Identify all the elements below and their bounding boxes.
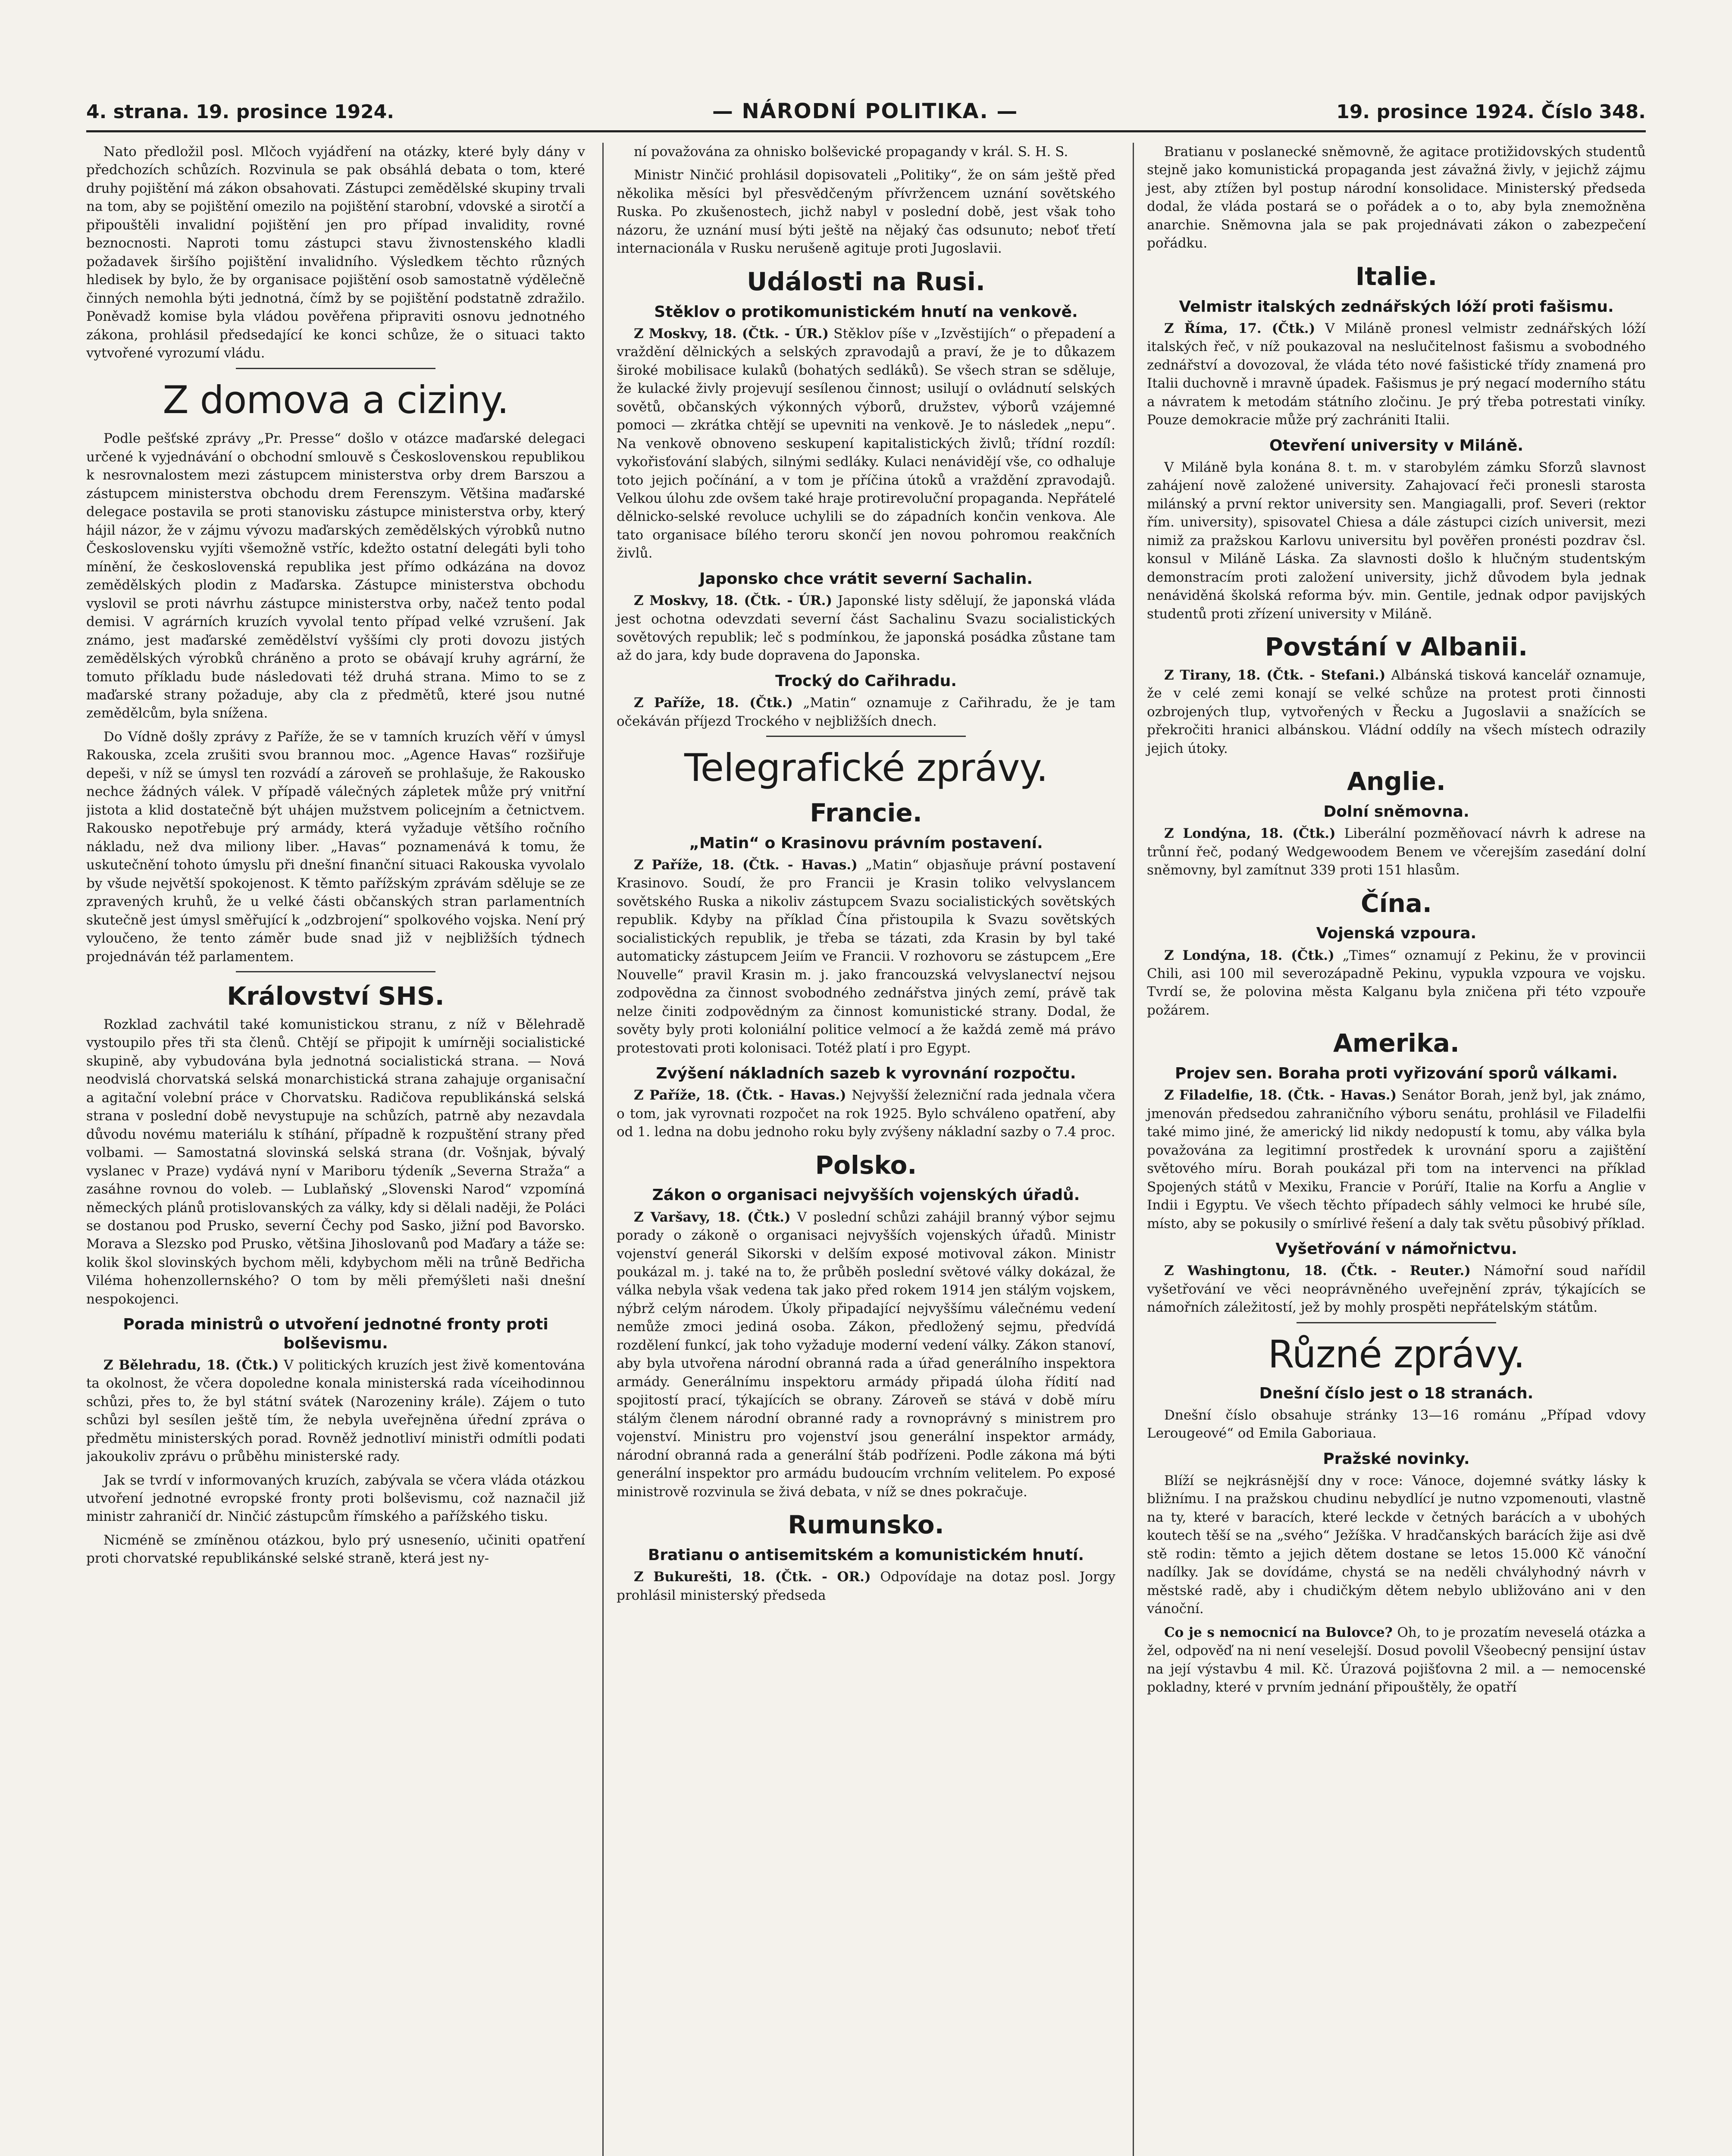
paragraph: Podle pešťské zprávy „Pr. Presse“ došlo v otázce maďarské delegaci určené k vyjednávání o obchodní smlouvě s Československou republikou k nesrovnalostem mezi zástupcem ministerstva orby drem Barszou a zástupcem ministerstva obchodu drem Ferenszym. Většina maďarské delegace postavila se proti stanovisku zástupce ministerstva orby, který hájil názor, že v zájmu vývozu maďarských zemědělských výrobků nutno Československu vyjíti všemožně vstříc, kdežto ostatní delegáti byli toho mínění, že československá republika jest přímo odkázána na dovoz zemědělských plodin z Maďarska. Zástupce ministerstva obchodu vyslovil se proti návrhu zástupce ministerstva orby, načež tento podal demisi. V agrárních kruzích vyvolal tento případ velké vzrušení. Jak známo, jest maďarské zemědělství vyššími cly proti dovozu jistých zemědělských výrobků chráněno a proto se obávají kruhy agrární, že tomuto příkladu bude následovati též druhá strana. Mimo to se z maďarské strany požaduje, aby cla z předmětů, které jsou nutné zemědělcům, byla snížena. xyxy=(86,431,585,721)
header-right: 19. prosince 1924. Číslo 348. xyxy=(1336,101,1646,123)
divider xyxy=(236,971,435,972)
paragraph xyxy=(1147,946,1646,1020)
article-text: Námořní soud nařídil vyšetřování ve věci neoprávněného uveřejnění zpráv, týkajících se námořních záležitostí, jež by mohly prospěti nepřátelským státům. xyxy=(1147,1263,1646,1316)
article-heading: Zákon o organisaci nejvyšších vojenských úřadů. xyxy=(652,1186,1080,1204)
section-heading: Království SHS. xyxy=(227,981,445,1011)
section-heading: Události na Rusi. xyxy=(747,266,985,296)
paragraph xyxy=(617,1208,1115,1501)
dateline: Z Londýna, 18. (Čtk.) xyxy=(1164,947,1334,963)
dateline: Z Tirany, 18. (Čtk. - Stefani.) xyxy=(1164,667,1386,683)
paragraph: Ministr Ninčić prohlásil dopisovateli „Politiky“, že on sám ještě před několika měsíci byl přesvědčeným přívržencem uznání sovětského Ruska. Po zkušenostech, jichž nabyl v poslední době, jest však toho názoru, že uznání musí býti ještě na nějaký čas odsunuto; neboť třetí internacionála v Rusku nerušeně agituje proti Jugoslavii. xyxy=(617,167,1115,257)
dateline: Z Moskvy, 18. (Čtk. - ÚR.) xyxy=(634,326,829,342)
article-heading: Porada ministrů o utvoření jednotné fronty proti bolševismu. xyxy=(123,1316,548,1352)
dateline: Z Filadelfie, 18. (Čtk. - Havas.) xyxy=(1164,1087,1397,1103)
dateline: Z Bukurešti, 18. (Čtk. - OR.) xyxy=(634,1569,871,1585)
article-text: „Times“ oznamují z Pekinu, že v provincii Chili, asi 100 mil severozápadně Pekinu, vypukla vzpoura ve vojsku. Tvrdí se, že polovina města Kalganu byla zničena při této vzpouře požárem. xyxy=(1147,947,1646,1018)
paragraph: Dnešní číslo obsahuje stránky 13—16 románu „Případ vdovy Lerougeové“ od Emila Gaboriaua. xyxy=(1147,1407,1646,1442)
paragraph: V Miláně byla konána 8. t. m. v starobylém zámku Sforzů slavnost zahájení nově založené university. Zahajovací řeči pronesli starosta milánský a první rektor university sen. Mangiagalli, prof. Severi (rektor řím. university), spisovatel Chiesa a dále zástupci cizích universit, mezi nimiž za pražskou Karlovu universitu byl pověřen pronésti pozdrav čsl. konsul v Miláně Láska. Za slavnosti došlo k hlučným studentským demonstracím proti založení university, jichž důvodem byla jednak nenáviděná školská reforma býv. min. Gentile, jednak odpor pavijských studentů proti zřízení university v Miláně. xyxy=(1147,459,1646,622)
section-heading: Polsko. xyxy=(815,1150,917,1180)
dateline: Z Bělehradu, 18. (Čtk.) xyxy=(103,1357,279,1373)
article-heading: Dolní sněmovna. xyxy=(1323,802,1469,821)
paragraph xyxy=(1147,666,1646,758)
paragraph: Do Vídně došly zprávy z Paříže, že se v tamních kruzích věří v úmysl Rakouska, zcela zrušiti svou brannou moc. „Agence Havas“ rozšiřuje depeši, v níž se úmysl ten rozvádí a zároveň se prohlašuje, že Rakousko nechce žádných válek. V případě válečných zápletek může prý vnitřní jistota a klid dostatečně být uhájen mužstvem policejním a četnictvem. Rakousko nepotřebuje prý armády, která vyžaduje většího ročního nákladu, než dva miliony liber. „Havas“ poznamenává k tomu, že uskutečnění tohoto úmyslu při dnešní finanční situaci Rakouska vyvolalo by všude největší spokojenost. K těmto pařížským zprávám sděluje se ze zpravených kruhů, že u velké části občanských stran parlamentních skutečně jest úmysl směřující k „odzbrojení“ spolkového vojska. Není prý vyloučeno, že tento záměr bude snad již v nejbližších týdnech projednáván též parlamentem. xyxy=(86,729,585,965)
dateline: Z Washingtonu, 18. (Čtk. - Reuter.) xyxy=(1164,1263,1471,1279)
dateline: Z Londýna, 18. (Čtk.) xyxy=(1164,826,1336,842)
dateline: Z Varšavy, 18. (Čtk.) xyxy=(634,1209,791,1225)
article-heading: Velmistr italských zednářských lóží proti fašismu. xyxy=(1179,298,1614,316)
paragraph xyxy=(617,694,1115,730)
masthead: — NÁRODNÍ POLITIKA. — xyxy=(712,99,1018,123)
article-text: Nejvyšší železniční rada jednala včera o tom, jak vyrovnati rozpočet na rok 1925. Bylo schváleno opatření, aby od 1. ledna na dobu jednoho roku byly zvýšeny nákladní sazby o 7.4 proc. xyxy=(617,1087,1115,1140)
article-heading: Stěklov o protikomunistickém hnutí na venkově. xyxy=(654,303,1078,321)
paragraph xyxy=(1147,1623,1646,1697)
article-text: Stěklov píše v „Izvěstijích“ o přepadení a vraždění dělnických a selských zpravodajů a praví, že je to důkazem široké mobilisace kulaků (bohatých sedláků). Se všech stran se sděluje, že kulacké živly projevují sesílenou činnost; usilují o ovládnutí selských sovětů, občanských výkonných výborů, družstev, výborů vzájemné pomoci — zkrátka chtějí se upevniti na venkově. Je to následek „nepu“. Na venkově obnoveno seskupení kapitalistických živlů; třídní rozdíl: vykořisťování slabých, silnými sedláky. Kulaci nenávidějí vše, co odhaluje toto jejich počínání, a v tom je příčina útoků a vraždění zpravodajů. Velkou úlohu zde ovšem také hraje protirevoluční propaganda. Nepřátelé dělnicko-selské revoluce uchylili se do západních končin venkova. Ale tato organisace bílého teroru skončí jen novou pohromou reakčních živlů. xyxy=(617,326,1115,561)
article-text: Odpovídaje na dotaz posl. Jorgy prohlásil ministerský předseda xyxy=(617,1569,1115,1603)
dateline: Z Paříže, 18. (Čtk. - Havas.) xyxy=(634,1087,846,1103)
divider xyxy=(1297,1322,1496,1323)
divider xyxy=(766,736,966,737)
paragraph xyxy=(617,592,1115,665)
paragraph xyxy=(617,856,1115,1057)
article-heading: Bratianu o antisemitském a komunistickém hnutí. xyxy=(648,1546,1084,1564)
section-heading: Italie. xyxy=(1355,261,1438,291)
section-heading: Telegrafické zprávy. xyxy=(684,746,1048,790)
section-heading: Anglie. xyxy=(1347,767,1446,796)
article-heading: Vyšetřování v námořnictvu. xyxy=(1275,1240,1517,1258)
article-heading: Trocký do Cařihradu. xyxy=(775,672,957,690)
paragraph xyxy=(1147,320,1646,429)
paragraph xyxy=(1147,1262,1646,1316)
article-text: V poslední schůzi zahájil branný výbor sejmu porady o zákoně o organisaci nejvyšších vojenských úřadů. Ministr vojenství generál Sikorski v delším exposé motivoval zákon. Ministr poukázal m. j. také na to, že průběh poslední světové války dokázal, že válka nebyla však vedena tak jako před rokem 1914 jen stálým vojskem, nýbrž celým národem. Úkoly připadající nejvyššímu válečnému vedení nemůže zmoci jediná osoba. Zákon, předložený sejmu, předvídá rozdělení funkcí, jak toho vyžaduje moderní vedení války. Zákon stanoví, aby byla utvořena národní obranná rada a úřad generálního inspektora armády. Generálnímu inspektoru armády připadá úloha řídití nad spojitostí prací, týkajících se obrany. Zároveň se stává v době míru stálým členem národní obranné rady a rovnoprávný s ministrem pro vojenství. Ministru pro vojenství jsou generální inspektor armády, národní obranná rada a generální štáb podřízeni. Podle zákona má býti generální inspektor pro armádu budoucím vrchním velitelem. Po exposé ministrově rozvinula se živá debata, v níž se dnes pokračuje. xyxy=(617,1209,1115,1500)
article-text: Japonské listy sdělují, že japonská vláda jest ochotna odevzdati severní část Sachalinu Svazu socialistických sovětových republik; leč s podmínkou, že japonská posádka zůstane tam až do jara, kdy bude dopravena do Japonska. xyxy=(617,593,1115,664)
article-text: „Matin“ oznamuje z Cařihradu, že je tam očekáván příjezd Trockého v nejbližších dnech. xyxy=(617,695,1115,729)
article-heading: Otevření university v Miláně. xyxy=(1269,436,1524,454)
article-heading: Japonsko chce vrátit severní Sachalin. xyxy=(699,570,1033,588)
column-3 xyxy=(1133,143,1646,2156)
section-heading: Čína. xyxy=(1361,888,1432,918)
paragraph: Blíží se nejkrásnější dny v roce: Vánoce, dojemné svátky lásky k bližnímu. I na pražskou chudinu nebydlící je nutno vzpomenouti, vlastně na ty, které v baracích, které leckde v četných barácích a v ubohých koutech těší se na „svého“ Ježíška. V hradčanských barácích žije asi dvě stě rodin: těmto a jejich dětem dostane se letos 15.000 Kč vánoční nadílky. Jak se dovídáme, chystá se na neděli chvályhodný návrh v městské radě, aby i chudičkým dětem nebylo ubližováno ani v den vánoční. xyxy=(1147,1473,1646,1617)
article-text: V Miláně pronesl velmistr zednářských lóží italských řeč, v níž poukazoval na neslučitelnost fašismu a svobodného zednářství a dovozoval, že vláda této nové fašistické třídy znamená pro Italii duchovně i mravně úpadek. Fašismus je prý negací moderního státu a návratem k metodám státního zločinu. Je prý třeba potrestati viníky. Pouze demokracie může prý zachrániti Italii. xyxy=(1147,320,1646,428)
paragraph xyxy=(617,1568,1115,1604)
section-heading: Amerika. xyxy=(1333,1028,1460,1058)
dateline: Z Moskvy, 18. (Čtk. - ÚR.) xyxy=(634,593,833,609)
paragraph xyxy=(617,1086,1115,1141)
article-text: „Matin“ objasňuje právní postavení Krasinovo. Soudí, že pro Francii je Krasin toliko velvyslancem sovětského Ruska a nikoliv zástupcem Svazu socialistických sovětských republik. Kdyby na příklad Čína přistoupila k Svazu sovětských socialistických republik, je třeba se tázati, zda Krasin by byl také automaticky zástupcem Jeiím ve Francii. V rozhovoru se zástupcem „Ere Nouvelle“ pravil Krasin m. j. jako francouzská velvyslanectví nejsou zodpovědna za činnost svobodného zednářstva jiných zemí, právě tak nelze činiti zodpovědným za činnost komunistické strany. Dodal, že sověty byly proti koloniální politice velmocí a že každá země má právo protestovati proti kolonisaci. Totéž platí i pro Egypt. xyxy=(617,857,1115,1056)
article-text: Liberální pozměňovací návrh k adrese na trůnní řeč, podaný Wedgewoodem Benem ve včerejším zasedání dolní sněmovny, byl zamítnut 339 proti 151 hlasům. xyxy=(1147,826,1646,878)
paragraph: Nato předložil posl. Mlčoch vyjádření na otázky, které byly dány v předchozích schůzích. Rozvinula se pak obsáhlá debata o tom, které druhy pojištění má zákon obsahovati. Zástupci zemědělské skupiny trvali na tom, aby se pojištění omezilo na pojištění starobní, vdovské a sirotčí a připouštěli invalidní pojištění jen pro případ invalidity, rovné beznocnosti. Naproti tomu zástupci stavu živnostenského kladli požadavek širšího pojištění invalidního. Výsledkem těchto různých hledisek by bylo, že by organisace pojištění osob samostatně výdělečně činných nemohla býti jednotná, čímž by se pojištění podstatně zdražilo. Poněvadž komise byla vládou pověřena připraviti osnovu jednotného zákona, prohlásil předsedající ke konci schůze, že o situaci takto vytvořené vyrozumí vládu. xyxy=(86,144,585,361)
paragraph: ní považována za ohnisko bolševické propagandy v král. S. H. S. xyxy=(634,144,1068,160)
dateline: Z Říma, 17. (Čtk.) xyxy=(1164,320,1315,336)
header-left: 4. strana. 19. prosince 1924. xyxy=(86,101,395,123)
paragraph xyxy=(1147,824,1646,879)
section-heading: Různé zprávy. xyxy=(1268,1332,1525,1376)
article-text: Oh, to je prozatím neveselá otázka a žel, odpověď na ni není veselejší. Dosud povolil Všeobecný pensijní ústav na její výstavbu 4 mil. Kč. Úrazová pojišťovna 2 mil. a — nemocenské pokladny, které v prvním jednání připouštěly, že opatří xyxy=(1147,1624,1646,1695)
article-text: V politických kruzích jest živě komentována ta okolnost, že včera dopoledne konala ministerská rada víceihodinnou schůzi, přes to, že byl státní svátek (Narozeniny krále). Zájem o tuto schůzi byl sesílen ještě tím, že nebyla uveřejněna úřední zpráva o předmětu ministerských porad. Rovněž jednotliví ministři odmítli podati jakoukoliv zprávu o průběhu ministerské rady. xyxy=(86,1357,585,1465)
paragraph: Rozklad zachvátil také komunistickou stranu, z níž v Bělehradě vystoupilo přes tři sta členů. Chtějí se připojit k umírněji socialistické skupině, aby vybudována byla jednotná socialistická strana. — Nová neodvislá chorvatská selská monarchistická strana zahajuje organisační a agitační volební práce v Chorvatsku. Radičova republikánská selská strana v poslední době nevystupuje na schůzích, patrně aby nezavdala důvodu novému materiálu k stíhání, případně k rozpuštění strany před volbami. — Samostatná slovinská selská strana (dr. Vošnjak, bývalý vyslanec v Praze) vydává nyní v Mariboru týdeník „Severna Straža“ a zasáhne rovnou do voleb. — Lublaňský „Slovenski Narod“ vzpomíná německých plánů protislovanských za války, kdy si dělali naději, že Poláci se dostanou pod Prusko, severní Čechy pod Sasko, jižní pod Bavorsko. Morava a Slezsko pod Prusko, většina Jihoslovanů pod Maďary a táže se: kolik škol slovinských bychom měli, kdybychom měli na trůně Bedřicha Viléma hohenzollernského? O tom by měli přemýšleti naši dnešní nespokojenci. xyxy=(86,1016,585,1307)
article-heading: „Matin“ o Krasinovu právním postavení. xyxy=(689,834,1043,852)
article-heading-inline: Co je s nemocnicí na Bulovce? xyxy=(1164,1624,1393,1640)
paragraph: Jak se tvrdí v informovaných kruzích, zabývala se včera vláda otázkou utvoření jednotné evropské fronty proti bolševismu, což naznačil již ministr zahraničí dr. Ninčić zástupcům římského a pařížského tisku. xyxy=(86,1472,585,1525)
article-heading: Zvýšení nákladních sazeb k vyrovnání rozpočtu. xyxy=(656,1065,1076,1083)
article-text: Senátor Borah, jenž byl, jak známo, jmenován předsedou zahraničního výboru senátu, prohlásil ve Filadelfii také mimo jiné, že americký lid nikdy nedopustí k tomu, aby válka byla považována za legitimní prostředek k urovnání sporu a zajištění světového míru. Borah poukázal při tom na intervenci na příklad Spojených států v Mexiku, Francie v Porúří, Italie na Korfu a Anglie v Indii i Egyptu. Ve všech těchto případech sáhly velmoci ke hrubé síle, místo, aby se pokusily o smírlivé řešení a daly tak světu působivý příklad. xyxy=(1147,1087,1646,1232)
article-heading: Projev sen. Boraha proti vyřizování sporů válkami. xyxy=(1175,1065,1618,1083)
paragraph xyxy=(1147,1086,1646,1233)
section-heading: Povstání v Albanii. xyxy=(1265,632,1528,662)
paragraph: Nicméně se zmíněnou otázkou, bylo prý usnesenío, učiniti opatření proti chorvatské republikánské selské straně, která jest ny- xyxy=(86,1532,585,1567)
column-2 xyxy=(602,143,1115,2156)
article-heading: Dnešní číslo jest o 18 stranách. xyxy=(1259,1384,1534,1402)
page-header xyxy=(86,99,1646,132)
dateline: Z Paříže, 18. (Čtk.) xyxy=(634,695,793,711)
article-heading: Vojenská vzpoura. xyxy=(1316,924,1477,943)
paragraph xyxy=(617,325,1115,563)
paragraph xyxy=(86,1356,585,1466)
paragraph: Bratianu v poslanecké sněmovně, že agitace protižidovských studentů stejně jako komunistická propaganda jest závažná živly, v jejichž zájmu jest, aby ztížen byl postup národní konsolidace. Ministerský předseda dodal, že vláda postará se o pořádek a o to, aby byla znemožněna anarchie. Sněmovna jala se pak projednávati zákon o zabezpečení pořádku. xyxy=(1147,144,1646,251)
section-heading: Rumunsko. xyxy=(788,1510,944,1540)
section-heading: Francie. xyxy=(810,798,922,827)
section-heading: Z domova a ciziny. xyxy=(163,377,509,422)
column-1 xyxy=(86,143,585,2156)
article-heading: Pražské novinky. xyxy=(1323,1450,1470,1468)
divider xyxy=(236,368,435,369)
article-text: Albánská tisková kancelář oznamuje, že v celé zemi konají se velké schůze na protest proti činnosti ozbrojených tlup, vytvořených v Řecku a Jugoslavii a snažících se překročiti hranici albánskou. Vládní oddíly na všech místech odrazily jejich útoky. xyxy=(1147,667,1646,756)
dateline: Z Paříže, 18. (Čtk. - Havas.) xyxy=(634,857,858,873)
